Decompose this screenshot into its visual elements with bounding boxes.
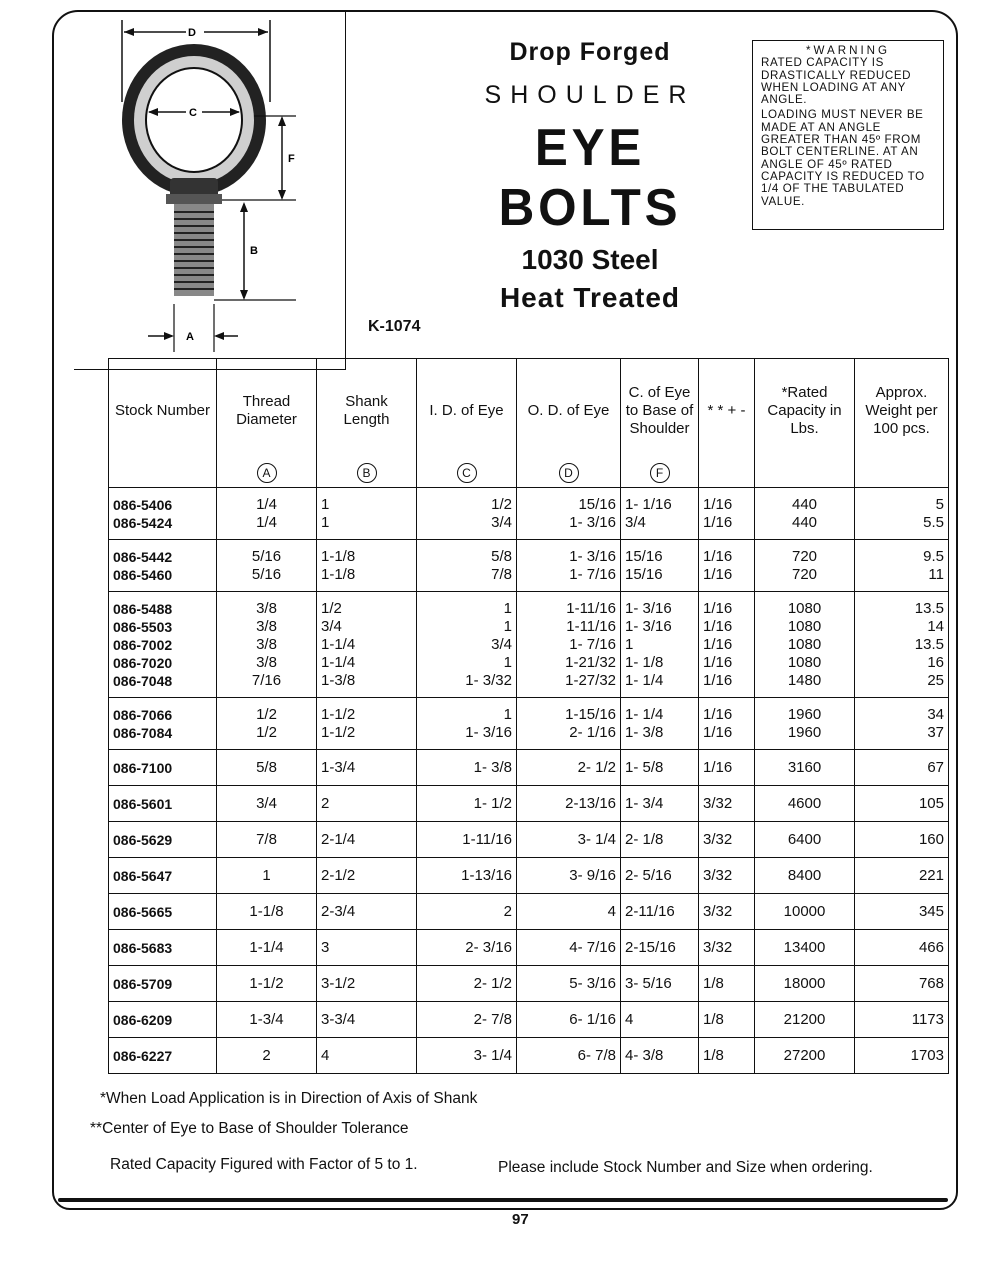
header-cell: Approx. Weight per 100 pcs. xyxy=(855,359,949,464)
table-cell: 2- 3/16 xyxy=(417,930,517,966)
header-cell: *Rated Capacity in Lbs. xyxy=(755,359,855,464)
table-cell: 1-11/16 xyxy=(417,822,517,858)
table-cell: 221 xyxy=(855,858,949,894)
table-cell: 6- 1/16 xyxy=(517,1002,621,1038)
table-cell: 1- 1/2 xyxy=(417,786,517,822)
table-cell: 15/16 1- 3/16 xyxy=(517,488,621,540)
table-cell: 086-5406 086-5424 xyxy=(109,488,217,540)
table-cell: 1 1 xyxy=(317,488,417,540)
table-cell: 3-3/4 xyxy=(317,1002,417,1038)
table-cell: 1960 1960 xyxy=(755,698,855,750)
table-cell: 1/8 xyxy=(699,1038,755,1074)
header-cell: Thread Diameter xyxy=(217,359,317,464)
warning-box xyxy=(752,40,944,230)
table-cell: 086-5488 086-5503 086-7002 086-7020 086-7048 xyxy=(109,592,217,698)
table-cell: 21200 xyxy=(755,1002,855,1038)
table-cell: 3/32 xyxy=(699,786,755,822)
footnote-center-tolerance: **Center of Eye to Base of Shoulder Tolerance xyxy=(90,1120,409,1137)
table-cell: 345 xyxy=(855,894,949,930)
dimension-symbol: C xyxy=(457,463,477,483)
table-cell: 466 xyxy=(855,930,949,966)
table-row xyxy=(109,858,949,894)
table-cell: 3/4 xyxy=(217,786,317,822)
table-cell: 3-1/2 xyxy=(317,966,417,1002)
dim-label-f: F xyxy=(288,153,295,165)
table-body xyxy=(109,488,949,1074)
table-cell: 67 xyxy=(855,750,949,786)
title-heat-treated: Heat Treated xyxy=(499,282,681,313)
header-cell: Stock Number xyxy=(109,359,217,464)
table-cell: 1- 3/4 xyxy=(621,786,699,822)
header-cell: O. D. of Eye xyxy=(517,359,621,464)
table-cell: 34 37 xyxy=(855,698,949,750)
table-cell: 3/32 xyxy=(699,930,755,966)
table-cell: 1/2 1/2 xyxy=(217,698,317,750)
table-cell: 10000 xyxy=(755,894,855,930)
table-cell: 27200 xyxy=(755,1038,855,1074)
header-cell: C. of Eye to Base of Shoulder xyxy=(621,359,699,464)
table-cell: 1- 3/16 1- 3/16 1 1- 1/8 1- 1/4 xyxy=(621,592,699,698)
table-cell: 5/8 xyxy=(217,750,317,786)
table-cell: 1-15/16 2- 1/16 xyxy=(517,698,621,750)
table-cell: 1/8 xyxy=(699,1002,755,1038)
table-cell: 2-1/2 xyxy=(317,858,417,894)
specification-table xyxy=(108,358,949,1074)
title-eye-bolts: EYE BOLTS xyxy=(498,119,682,237)
table-cell: 440 440 xyxy=(755,488,855,540)
table-cell: 086-5665 xyxy=(109,894,217,930)
table-cell: 6- 7/8 xyxy=(517,1038,621,1074)
table-cell: 768 xyxy=(855,966,949,1002)
table-cell: 1-1/8 xyxy=(217,894,317,930)
table-row xyxy=(109,822,949,858)
table-cell: 1703 xyxy=(855,1038,949,1074)
table-cell: 086-5683 xyxy=(109,930,217,966)
table-cell: 3- 5/16 xyxy=(621,966,699,1002)
table-cell: 2- 1/2 xyxy=(417,966,517,1002)
eye-bolt-diagram xyxy=(74,12,346,370)
table-cell: 1/2 3/4 xyxy=(417,488,517,540)
table-cell: 105 xyxy=(855,786,949,822)
symbol-cell xyxy=(517,463,621,488)
symbol-cell xyxy=(755,463,855,488)
table-cell: 1- 3/16 1- 7/16 xyxy=(517,540,621,592)
dimension-symbol: F xyxy=(650,463,670,483)
table-cell: 5/8 7/8 xyxy=(417,540,517,592)
table-cell: 086-5601 xyxy=(109,786,217,822)
page-number: 97 xyxy=(512,1211,529,1228)
header-cell: * * + - xyxy=(699,359,755,464)
table-cell: 1/8 xyxy=(699,966,755,1002)
table-row xyxy=(109,540,949,592)
table-row xyxy=(109,786,949,822)
table-cell: 4- 3/8 xyxy=(621,1038,699,1074)
table-cell: 13400 xyxy=(755,930,855,966)
symbol-cell xyxy=(699,463,755,488)
table-row xyxy=(109,698,949,750)
table-cell: 3160 xyxy=(755,750,855,786)
table-cell: 086-5442 086-5460 xyxy=(109,540,217,592)
table-cell: 3/32 xyxy=(699,858,755,894)
table-cell: 720 720 xyxy=(755,540,855,592)
title-shoulder: SHOULDER xyxy=(484,81,696,109)
catalog-code: K-1074 xyxy=(368,318,421,335)
table-cell: 1 xyxy=(217,858,317,894)
table-row xyxy=(109,930,949,966)
table-row xyxy=(109,750,949,786)
table-cell: 1173 xyxy=(855,1002,949,1038)
table-cell: 086-6227 xyxy=(109,1038,217,1074)
table-cell: 1/16 1/16 xyxy=(699,540,755,592)
table-row xyxy=(109,894,949,930)
table-cell: 4600 xyxy=(755,786,855,822)
table-cell: 3- 1/4 xyxy=(517,822,621,858)
dim-label-b: B xyxy=(250,245,258,257)
table-cell: 1- 5/8 xyxy=(621,750,699,786)
dimension-symbol: A xyxy=(257,463,277,483)
table-cell: 8400 xyxy=(755,858,855,894)
table-cell: 2- 1/8 xyxy=(621,822,699,858)
table-cell: 9.5 11 xyxy=(855,540,949,592)
title-drop-forged: Drop Forged xyxy=(509,38,671,66)
page-border-bottom-rule xyxy=(58,1198,948,1202)
symbol-cell xyxy=(621,463,699,488)
table-cell: 4 xyxy=(517,894,621,930)
table-cell: 15/16 15/16 xyxy=(621,540,699,592)
table-cell: 3- 1/4 xyxy=(417,1038,517,1074)
table-cell: 1-1/2 xyxy=(217,966,317,1002)
footnote-load-direction: *When Load Application is in Direction of Axis of Shank xyxy=(100,1090,478,1107)
symbol-cell xyxy=(417,463,517,488)
table-cell: 1-1/2 1-1/2 xyxy=(317,698,417,750)
warning-heading: *WARNING xyxy=(805,44,891,57)
warning-text-1: RATED CAPACITY IS DRASTICALLY REDUCED WHEN LOADING AT ANY ANGLE. xyxy=(761,56,912,107)
table-cell: 086-5647 xyxy=(109,858,217,894)
table-cell: 2-15/16 xyxy=(621,930,699,966)
dim-label-a: A xyxy=(186,331,194,343)
table-row xyxy=(109,966,949,1002)
eye-bolt-drawing xyxy=(74,12,346,370)
table-cell: 1-1/4 xyxy=(217,930,317,966)
table-cell: 2-3/4 xyxy=(317,894,417,930)
table-cell: 1 1- 3/16 xyxy=(417,698,517,750)
table-cell: 2-11/16 xyxy=(621,894,699,930)
table-cell: 1/4 1/4 xyxy=(217,488,317,540)
table-cell: 3/8 3/8 3/8 3/8 7/16 xyxy=(217,592,317,698)
symbol-cell xyxy=(317,463,417,488)
table-row xyxy=(109,592,949,698)
dimension-symbol: D xyxy=(559,463,579,483)
table-cell: 6400 xyxy=(755,822,855,858)
table-cell: 2 xyxy=(417,894,517,930)
table-cell: 1-1/8 1-1/8 xyxy=(317,540,417,592)
table-cell: 4 xyxy=(621,1002,699,1038)
table-cell: 3/32 xyxy=(699,894,755,930)
table-cell: 1/16 1/16 xyxy=(699,698,755,750)
table-cell: 1/16 1/16 xyxy=(699,488,755,540)
table-cell: 1- 1/4 1- 3/8 xyxy=(621,698,699,750)
note-rated-capacity-factor: Rated Capacity Figured with Factor of 5 to 1. xyxy=(110,1156,418,1173)
header-cell: Shank Length xyxy=(317,359,417,464)
table-cell: 3 xyxy=(317,930,417,966)
dim-label-c: C xyxy=(189,107,197,119)
table-cell: 1-3/4 xyxy=(317,750,417,786)
table-cell: 1 1 3/4 1 1- 3/32 xyxy=(417,592,517,698)
table-cell: 086-6209 xyxy=(109,1002,217,1038)
table-cell: 1/16 xyxy=(699,750,755,786)
table-cell: 160 xyxy=(855,822,949,858)
note-ordering-instructions: Please include Stock Number and Size when ordering. xyxy=(498,1159,873,1176)
table-header-row xyxy=(109,359,949,464)
table-cell: 4 xyxy=(317,1038,417,1074)
table-cell: 086-5709 xyxy=(109,966,217,1002)
table-cell: 18000 xyxy=(755,966,855,1002)
table-cell: 086-5629 xyxy=(109,822,217,858)
warning-text-2: LOADING MUST NEVER BE MADE AT AN ANGLE GREATER THAN 45º FROM BOLT CENTERLINE. AT AN ANGLE OF 45º RATED CAPACITY IS REDUCED TO 1/4 OF THE TABULATED VALUE. xyxy=(761,108,925,208)
table-row xyxy=(109,1038,949,1074)
table-cell: 2-1/4 xyxy=(317,822,417,858)
table-cell: 1- 3/8 xyxy=(417,750,517,786)
symbol-cell xyxy=(109,463,217,488)
table-cell: 1-13/16 xyxy=(417,858,517,894)
table-cell: 1-11/16 1-11/16 1- 7/16 1-21/32 1-27/32 xyxy=(517,592,621,698)
table-cell: 086-7066 086-7084 xyxy=(109,698,217,750)
table-cell: 1- 1/16 3/4 xyxy=(621,488,699,540)
title-steel: 1030 Steel xyxy=(521,244,659,275)
table-row xyxy=(109,1002,949,1038)
table-cell: 1/16 1/16 1/16 1/16 1/16 xyxy=(699,592,755,698)
dimension-symbol: B xyxy=(357,463,377,483)
title-block xyxy=(430,36,750,314)
table-cell: 2-13/16 xyxy=(517,786,621,822)
table-cell: 5- 3/16 xyxy=(517,966,621,1002)
table-cell: 5 5.5 xyxy=(855,488,949,540)
table-cell: 1080 1080 1080 1080 1480 xyxy=(755,592,855,698)
table-cell: 4- 7/16 xyxy=(517,930,621,966)
table-cell: 2- 5/16 xyxy=(621,858,699,894)
table-symbol-row xyxy=(109,463,949,488)
table-cell: 5/16 5/16 xyxy=(217,540,317,592)
symbol-cell xyxy=(217,463,317,488)
table-cell: 1/2 3/4 1-1/4 1-1/4 1-3/8 xyxy=(317,592,417,698)
table-cell: 2 xyxy=(217,1038,317,1074)
table-cell: 2- 7/8 xyxy=(417,1002,517,1038)
table-cell: 2 xyxy=(317,786,417,822)
dim-label-d: D xyxy=(188,27,196,39)
symbol-cell xyxy=(855,463,949,488)
table-cell: 1-3/4 xyxy=(217,1002,317,1038)
header-cell: I. D. of Eye xyxy=(417,359,517,464)
table-cell: 7/8 xyxy=(217,822,317,858)
table-cell: 2- 1/2 xyxy=(517,750,621,786)
table-cell: 13.5 14 13.5 16 25 xyxy=(855,592,949,698)
table-cell: 3- 9/16 xyxy=(517,858,621,894)
table-cell: 3/32 xyxy=(699,822,755,858)
table-row xyxy=(109,488,949,540)
table-cell: 086-7100 xyxy=(109,750,217,786)
